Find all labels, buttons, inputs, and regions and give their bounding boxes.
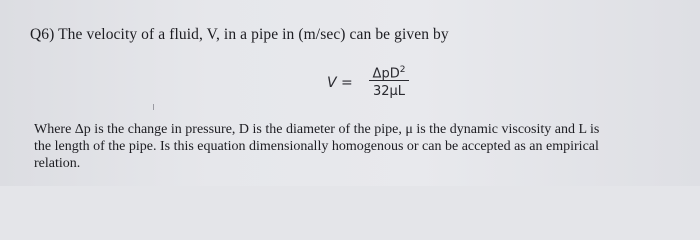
formula-numerator-exponent: 2 (399, 65, 406, 75)
question-text: Q6) The velocity of a fluid, V, in a pipe in (m/sec) can be given by (30, 26, 449, 43)
formula-fraction (369, 62, 409, 100)
formula-denominator: 32μL (372, 84, 406, 99)
description-line-1: Where Δp is the change in pressure, D is the diameter of the pipe, μ is the dynamic viscosity and L is (34, 122, 600, 137)
description-line-2: the length of the pipe. Is this equation dimensionally homogenous or can be accepted as an empirical (34, 139, 599, 154)
formula-lhs: V = (327, 75, 353, 91)
formula-numerator (369, 62, 409, 82)
stray-mark (153, 104, 154, 110)
description-paragraph (34, 121, 686, 172)
formula-numerator-text: ΔpD (372, 66, 400, 82)
description-line-3: relation. (34, 156, 81, 171)
